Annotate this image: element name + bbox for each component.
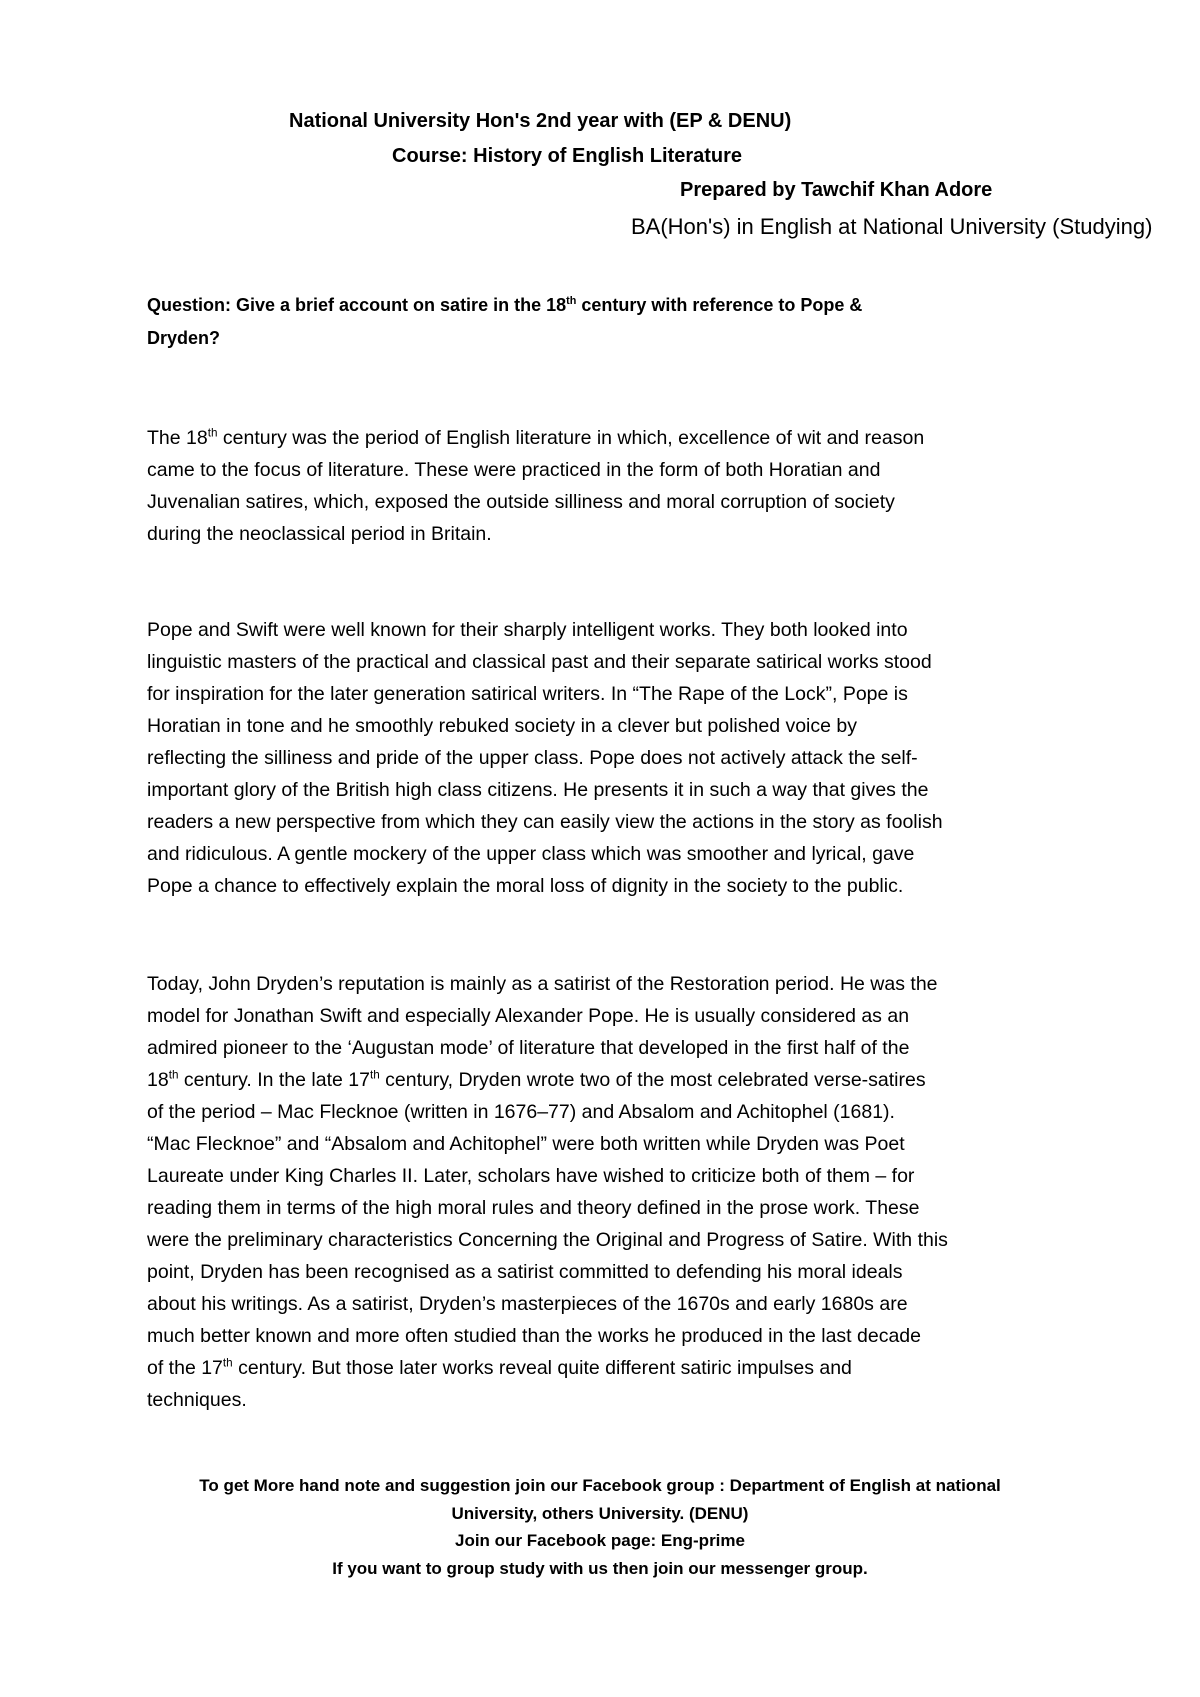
paragraph-line: much better known and more often studied than the works he produced in the last decade — [147, 1325, 921, 1347]
paragraph-line: Horatian in tone and he smoothly rebuked society in a clever but polished voice by — [147, 715, 857, 737]
paragraph-line: of the 17th century. But those later works reveal quite different satiric impulses and — [147, 1356, 852, 1379]
paragraph-line: were the preliminary characteristics Concerning the Original and Progress of Satire. With this — [147, 1229, 948, 1251]
footer-line-denu: University, others University. (DENU) — [451, 1503, 749, 1523]
footer-line-facebook-page: Join our Facebook page: Eng-prime — [455, 1531, 745, 1550]
paragraph-line: Today, John Dryden’s reputation is mainly as a satirist of the Restoration period. He was the — [147, 973, 938, 995]
paragraph-line: reading them in terms of the high moral rules and theory defined in the prose work. These — [147, 1197, 920, 1219]
header-title: National University Hon's 2nd year with (EP & DENU) — [289, 110, 792, 132]
paragraph-line: 18th century. In the late 17th century, Dryden wrote two of the most celebrated verse-satires — [147, 1068, 926, 1091]
paragraph-line: Laureate under King Charles II. Later, scholars have wished to criticize both of them – for — [147, 1165, 915, 1187]
paragraph-line: reflecting the silliness and pride of the upper class. Pope does not actively attack the self- — [147, 747, 918, 769]
paragraph-line: admired pioneer to the ‘Augustan mode’ of literature that developed in the first half of the — [147, 1037, 910, 1059]
paragraph-line: “Mac Flecknoe” and “Absalom and Achitophel” were both written while Dryden was Poet — [147, 1133, 905, 1155]
paragraph-line: Pope and Swift were well known for their sharply intelligent works. They both looked into — [147, 619, 908, 641]
footer-note — [0, 1472, 1200, 1582]
paragraph-line: came to the focus of literature. These were practiced in the form of both Horatian and — [147, 459, 881, 481]
paragraph-line: linguistic masters of the practical and classical past and their separate satirical works stood — [147, 651, 932, 673]
question-line-2: Dryden? — [147, 328, 221, 348]
paragraph-pope — [147, 614, 1047, 902]
paragraph-dryden — [147, 968, 1047, 1416]
paragraph-line: for inspiration for the later generation satirical writers. In “The Rape of the Lock”, Pope is — [147, 683, 908, 705]
paragraph-line: point, Dryden has been recognised as a satirist committed to defending his moral ideals — [147, 1261, 903, 1283]
header-course: Course: History of English Literature — [392, 145, 743, 167]
paragraph-line: model for Jonathan Swift and especially Alexander Pope. He is usually considered as an — [147, 1005, 910, 1027]
paragraph-line: of the period – Mac Flecknoe (written in 1676–77) and Absalom and Achitophel (1681). — [147, 1101, 895, 1123]
paragraph-line: Juvenalian satires, which, exposed the outside silliness and moral corruption of society — [147, 491, 895, 513]
paragraph-line: about his writings. As a satirist, Dryden’s masterpieces of the 1670s and early 1680s are — [147, 1293, 908, 1315]
header-degree: BA(Hon's) in English at National University (Studying) — [631, 214, 1153, 239]
paragraph-line: Pope a chance to effectively explain the moral loss of dignity in the society to the public. — [147, 875, 904, 897]
paragraph-line: readers a new perspective from which they can easily view the actions in the story as foolish — [147, 811, 943, 833]
paragraph-intro — [147, 422, 1047, 550]
footer-line-facebook-group: To get More hand note and suggestion join our Facebook group : Department of English at national — [199, 1476, 1001, 1495]
question-line-1: Question: Give a brief account on satire in the 18th century with reference to Pope & — [147, 295, 863, 315]
paragraph-line: during the neoclassical period in Britain. — [147, 523, 492, 545]
footer-line-messenger: If you want to group study with us then join our messenger group. — [332, 1558, 868, 1578]
paragraph-line: techniques. — [147, 1389, 247, 1411]
paragraph-line: The 18th century was the period of English literature in which, excellence of wit and reason — [147, 426, 925, 449]
header-prepared-by: Prepared by Tawchif Khan Adore — [680, 179, 993, 201]
paragraph-line: important glory of the British high class citizens. He presents it in such a way that gives the — [147, 779, 929, 801]
paragraph-line: and ridiculous. A gentle mockery of the upper class which was smoother and lyrical, gave — [147, 843, 915, 865]
